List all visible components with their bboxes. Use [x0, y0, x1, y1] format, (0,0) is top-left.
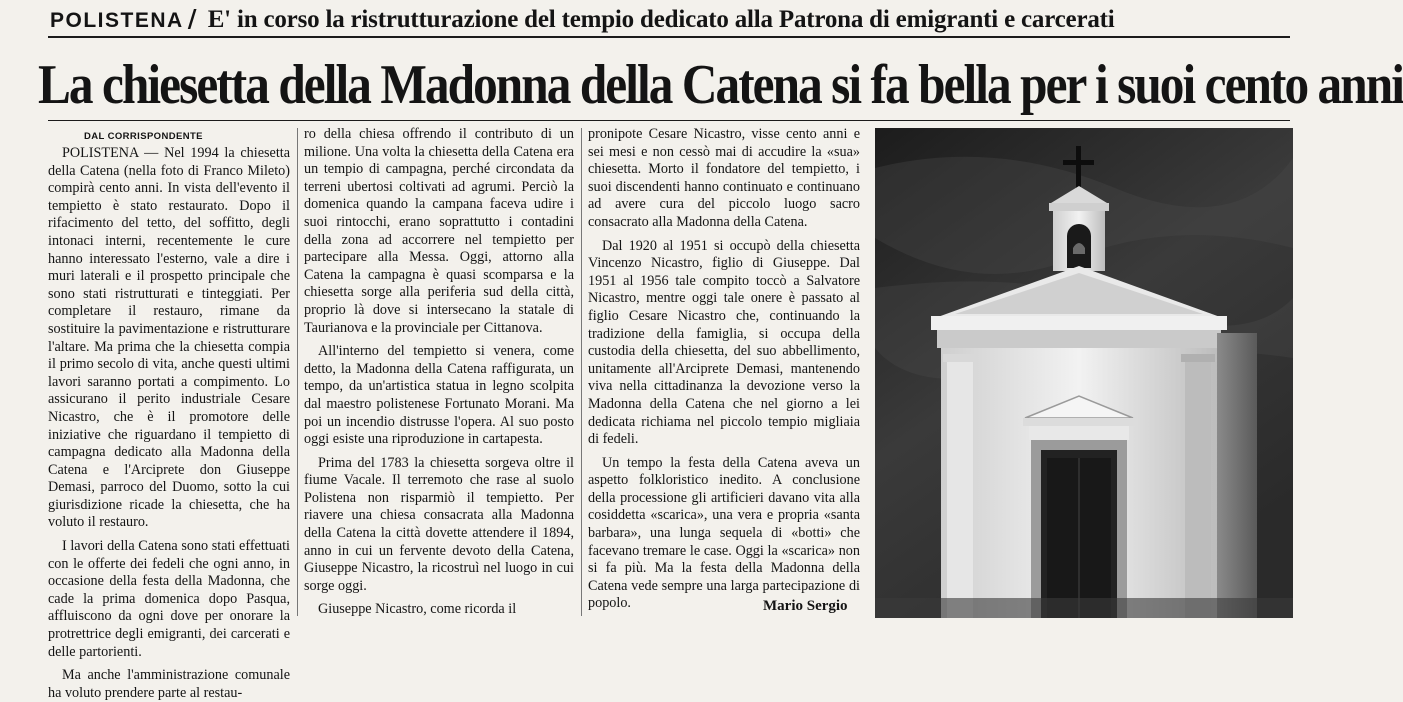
column-divider	[297, 128, 298, 616]
headline-rule	[48, 120, 1290, 121]
kicker-rule	[48, 36, 1290, 38]
paragraph: Dal 1920 al 1951 si occupò della chiesetta Vincenzo Nicastro, figlio di Giuseppe. Dal 1951 al 1956 tale compito toccò a Salvatore Nicastro, mentre oggi tale onere è passato al figlio Cesare Nicastro che, continuando la tradizione della famiglia, si occupa della custodia della chiesetta, del suo abbellimento, unitamente all'Arciprete Demasi, mantenendo viva nella cittadinanza la devozione verso la Madonna della Catena che nel giorno a lei dedicata richiama nel piccolo tempio migliaia di fedeli.	[588, 237, 860, 448]
paragraph: ro della chiesa offrendo il contributo di un milione. Una volta la chiesetta della Catena era un tempio di campagna, perché circondata da terreni ubertosi coltivati ad agrumi. Perciò la domenica quando la campana faceva udire i suoi rintocchi, erano soprattutto i contadini della zona ad accorrere nel tempietto per partecipare alla Messa. Oggi, attorno alla Catena la campagna è quasi scomparsa e la chiesetta sorge alla periferia sud della città, proprio là dove si intersecano la statale di Taurianova e la provinciale per Cittanova.	[304, 126, 574, 336]
byline-correspondent: DAL CORRISPONDENTE	[84, 131, 203, 142]
church-photo	[875, 128, 1293, 618]
paragraph: Ma anche l'amministrazione comunale ha voluto prendere parte al restau-	[48, 667, 290, 701]
kicker-topic: E' in corso la ristrutturazione del tempio dedicato alla Patrona di emigranti e carcerati	[207, 6, 1115, 33]
kicker	[50, 4, 1290, 34]
paragraph: pronipote Cesare Nicastro, visse cento anni e sei mesi e non cessò mai di accudire la «sua» chiesetta. Morto il fondatore del tempietto, i suoi discendenti hanno continuato e continuano ad avere cura del piccolo luogo sacro consacrato alla Madonna della Catena.	[588, 126, 860, 230]
article-column-1	[48, 130, 290, 701]
column-divider	[581, 128, 582, 616]
paragraph: Giuseppe Nicastro, come ricorda il	[318, 601, 517, 618]
paragraph: I lavori della Catena sono stati effettuati con le offerte dei fedeli che ogni anno, in occasione della festa della Madonna, che cade la prima domenica dopo Pasqua, affluiscono da ogni dove per onorare la protrettrice degli emigranti, dei carcerati e delle partorienti.	[48, 538, 290, 660]
headline: La chiesetta della Madonna della Catena si fa bella per i suoi cento anni	[38, 54, 1403, 116]
article-column-2	[304, 126, 574, 618]
signature: Mario Sergio	[763, 598, 848, 614]
kicker-separator: /	[187, 4, 197, 33]
paragraph: POLISTENA — Nel 1994 la chiesetta della Catena (nella foto di Franco Mileto) compirà cento anni. In vista dell'evento il tempietto è stato restaurato. Dopo il rifacimento del tetto, del soffitto, degli intonaci interni, recentemente le cure hanno interessato l'esterno, vale a dire i muri laterali e il prospetto principale che sono stati ristrutturati e tinteggiati. Per completare il restauro, rimane da sostituire la pavimentazione e ristrutturare l'altare. Ma prima che la chiesetta compia il primo secolo di vita, anche questi ultimi lavori saranno portati a compimento. Lo assicurano il perito industriale Cesare Nicastro, che è il promotore delle iniziative che riguardano il tempietto di campagna dedicato alla Madonna della Catena e l'Arciprete don Giuseppe Demasi, parroco del Duomo, sotto la cui giurisdizione ricade la chiesetta, che ha voluto il restauro.	[48, 145, 290, 531]
paragraph: All'interno del tempietto si venera, come detto, la Madonna della Catena raffigurata, un tempo, da un'artistica statua in legno scolpita dal maestro polistenese Fortunato Morani. Ma poi un incendio distrusse l'opera. Al suo posto oggi esiste una riproduzione in cartapesta.	[304, 343, 574, 448]
paragraph: Prima del 1783 la chiesetta sorgeva oltre il fiume Vacale. Il terremoto che rase al suolo Polistena non risparmiò il tempietto. Per riavere una chiesa consacrata alla Madonna della Catena la città dovette attendere il 1894, anno in cui un fervente devoto della Catena, Giuseppe Nicastro, la ricostruì nel luogo in cui sorge oggi.	[304, 454, 574, 594]
kicker-place: POLISTENA	[50, 9, 184, 32]
paragraph: Un tempo la festa della Catena aveva un aspetto folkloristico inedito. A conclusione della processione gli artificieri davano vita alla cosiddetta «scarica», una vera e propria «santa barbara», una lunga sequela di «botti» che facevano tremare le case. Oggi la «scarica» non si fa più. Ma la festa della Madonna della Catena vede sempre una larga partecipazione di popolo.	[588, 454, 860, 612]
